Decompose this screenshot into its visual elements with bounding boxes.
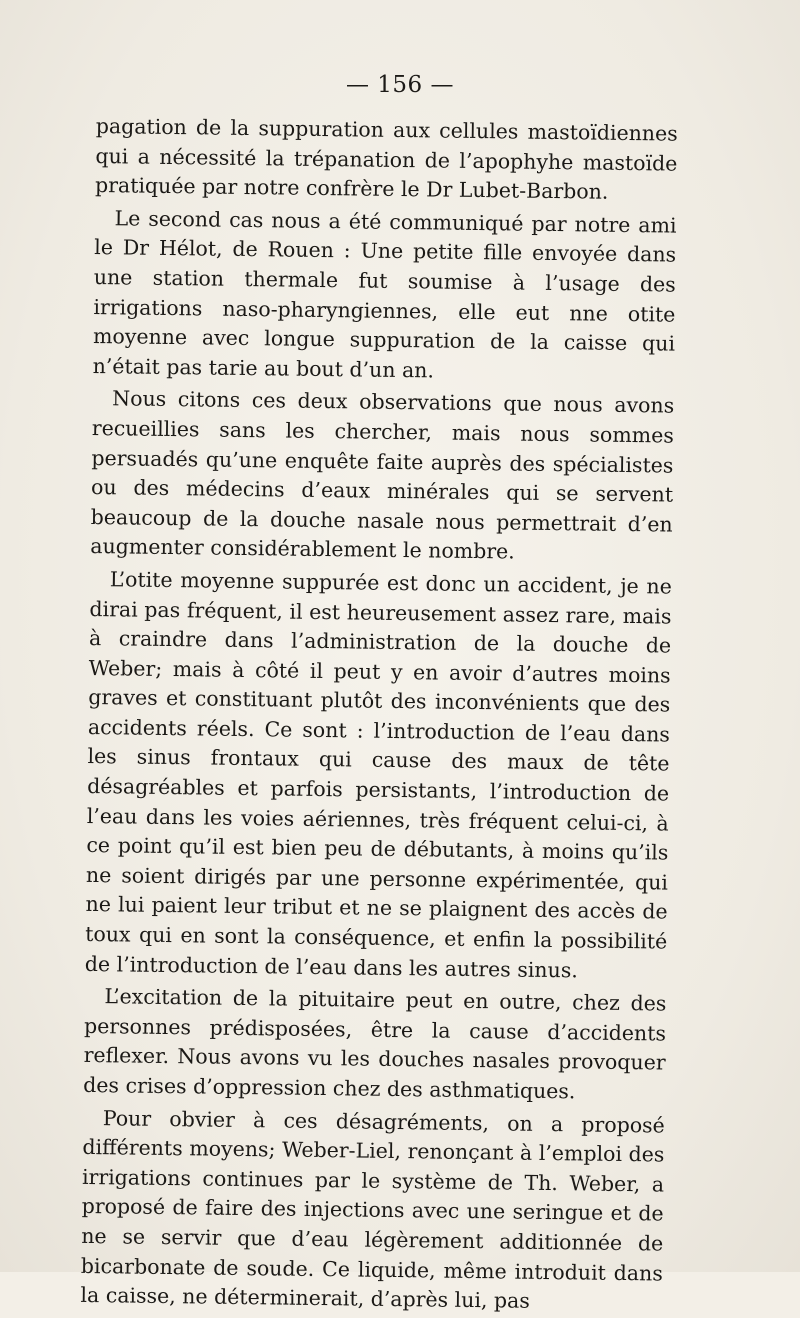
page-number: — 156 — [345,72,455,98]
paragraph-1: pagation de la suppuration aux cellules mastoïdiennes qui a nécessité la trépanation de l’apophyhe mastoïde pratiquée par notre confrère le Dr Lubet-Barbon. [94,113,678,204]
paragraph-5: L’excitation de la pituitaire peut en outre, chez des personnes prédisposées, être la cause d’accidents reflexer. Nous avons vu les douches nasales provoquer des crises d’oppression chez des asthmatiques. [83,984,667,1104]
paragraph-6: Pour obvier à ces désagréments, on a proposé différents moyens; Weber-Liel, renonçant à l’emploi des irrigations continues par le système de Th. Weber, a proposé de faire des injections avec une seringue et de ne se servir que d’eau légèrement additionnée de bicarbonate de soude. Ce liquide, même introduit dans la caisse, ne déterminerait, d’après lui, pas [80,1105,665,1313]
paragraph-3: Nous citons ces deux observations que nous avons recueillies sans les chercher, mais nous sommes persuadés qu’une enquête faite auprès des spécialistes ou des médecins d’eaux minérales qui se servent beaucoup de la douche nasale nous permettrait d’en augmenter considérablement le nombre. [90,386,675,564]
paragraph-2: Le second cas nous a été communiqué par notre ami le Dr Hélot, de Rouen : Une petite fille envoyée dans une station thermale fut soumise à l’usage des irrigations naso-pharyngiennes, elle eut nne otite moyenne avec longue suppuration de la caisse qui n’était pas tarie au bout d’un an. [92,206,677,383]
body-text [80,112,678,1318]
paragraph-4: L’otite moyenne suppurée est donc un accident, je ne dirai pas fréquent, il est heureusement assez rare, mais à craindre dans l’administration de la douche de Weber; mais à côté il peut y en avoir d’autres moins graves et constituant plutôt des inconvénients que des accidents réels. Ce sont : l’introduction de l’eau dans les sinus frontaux qui cause des maux de tête désagréables et parfois persistants, l’introduction de l’eau dans les voies aériennes, très fréquent celui-ci, à ce point qu’il est bien peu de débutants, à moins qu’ils ne soient dirigés par une personne expérimentée, qui ne lui paient leur tribut et ne se plaignent des accès de toux qui en sont la conséquence, et enfin la possibilité de l’introduction de l’eau dans les autres sinus. [84,567,672,983]
